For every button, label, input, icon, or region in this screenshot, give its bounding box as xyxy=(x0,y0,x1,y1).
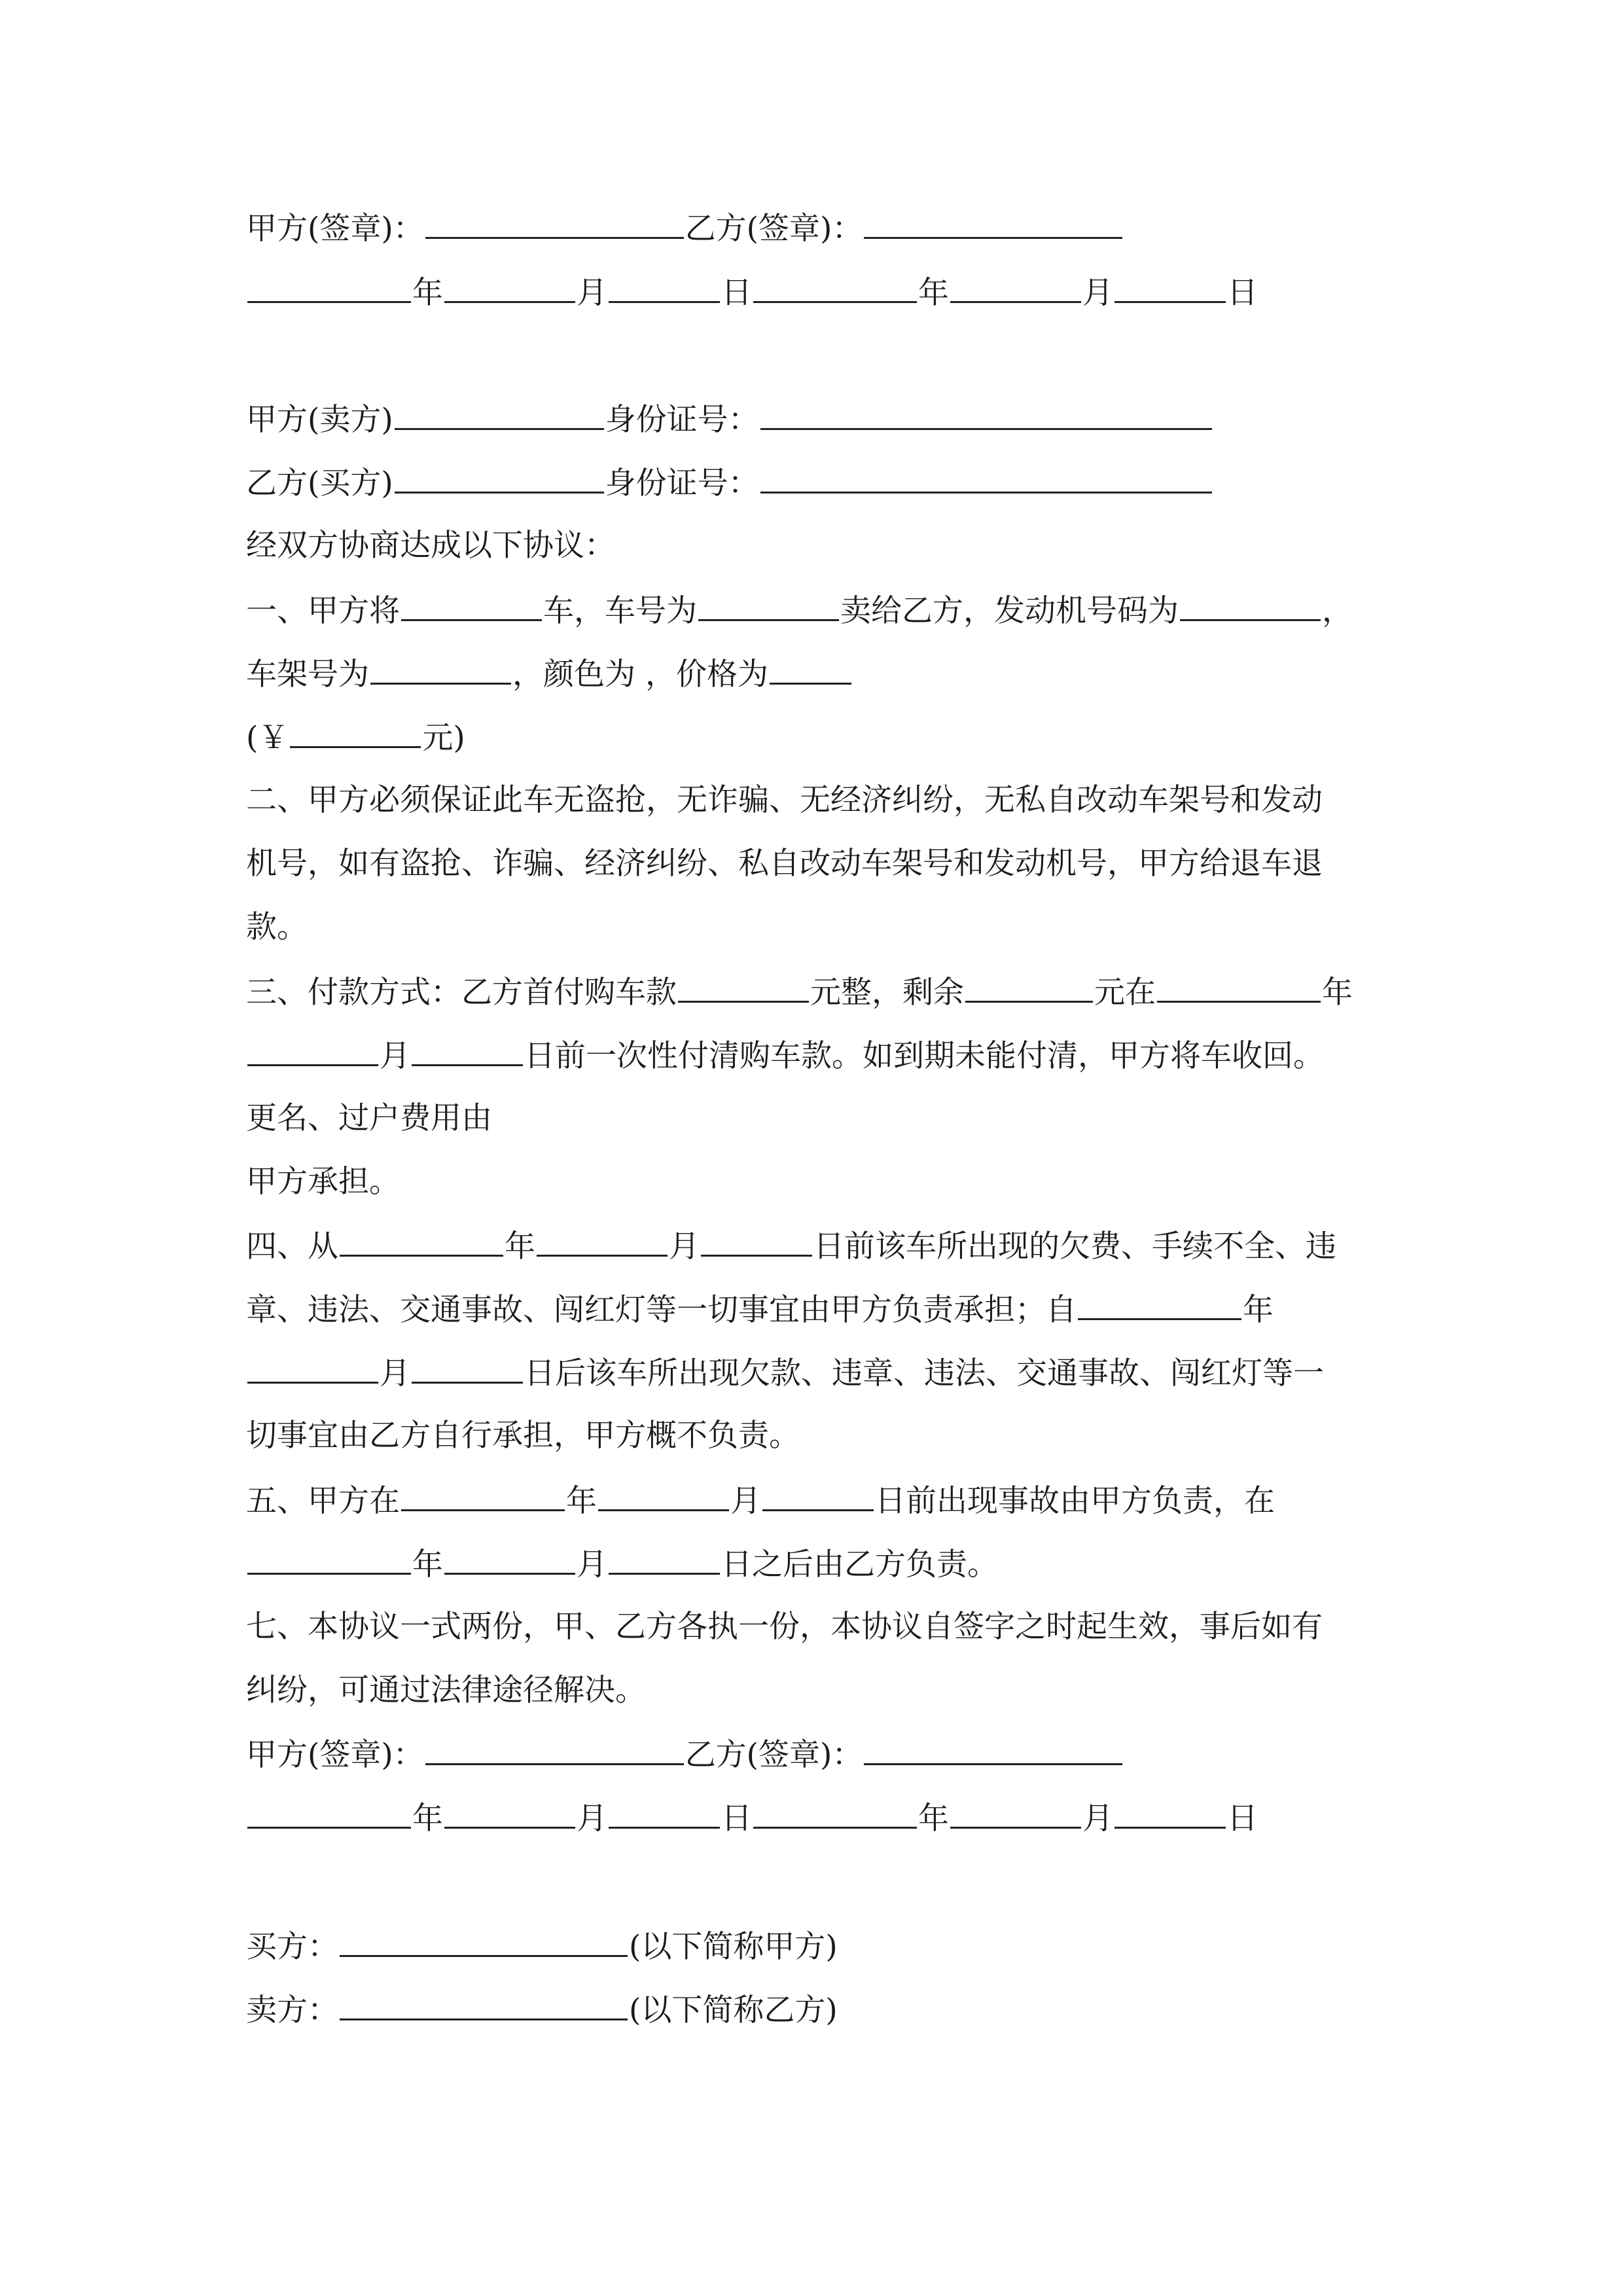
day-label: 日 xyxy=(721,1801,752,1837)
month-blank[interactable] xyxy=(444,1798,575,1829)
clause3-text: 三、付款方式：乙方首付购车款 xyxy=(246,975,677,1011)
clause5-line2 xyxy=(246,1544,1387,1583)
year-blank[interactable] xyxy=(753,272,917,303)
month-blank[interactable] xyxy=(537,1226,668,1257)
buyer-label: 乙方(买方) xyxy=(246,465,393,501)
clause4-text: 日后该车所出现欠款、违章、违法、交通事故、闯红灯等一 xyxy=(524,1355,1324,1391)
day-blank[interactable] xyxy=(609,272,720,303)
buyer-line xyxy=(246,463,1387,502)
day-blank[interactable] xyxy=(609,1544,720,1575)
intro-line: 经双方协商达成以下协议： xyxy=(246,528,615,564)
year-label: 年 xyxy=(566,1483,597,1519)
buyer-note: (以下简称甲方) xyxy=(629,1929,838,1965)
party-a-sign-blank[interactable] xyxy=(425,208,684,239)
party-a-sign-blank[interactable] xyxy=(425,1734,684,1765)
year-blank[interactable] xyxy=(401,1480,565,1511)
clause1-line3 xyxy=(246,717,1387,757)
month-label: 月 xyxy=(730,1483,761,1519)
year-label: 年 xyxy=(918,275,949,311)
clause1-text: 元) xyxy=(422,720,465,756)
clause1-text: 车，车号为 xyxy=(543,593,697,629)
month-blank[interactable] xyxy=(950,272,1081,303)
clause3-line4: 甲方承担。 xyxy=(246,1164,400,1200)
year-blank[interactable] xyxy=(247,1798,411,1829)
day-label: 日 xyxy=(1227,275,1258,311)
party-b-sign-blank[interactable] xyxy=(864,208,1122,239)
clause4-text: 日前该车所出现的欠费、手续不全、违 xyxy=(813,1229,1336,1265)
clause3-text: 日前一次性付清购车款。如到期未能付清，甲方将车收回。 xyxy=(524,1038,1324,1074)
day-blank[interactable] xyxy=(412,1035,523,1066)
party-a-sign-label: 甲方(签章)： xyxy=(246,1737,424,1773)
clause4-line3 xyxy=(246,1353,1387,1392)
id-label: 身份证号： xyxy=(605,402,759,438)
price-blank[interactable] xyxy=(770,654,851,685)
day-blank[interactable] xyxy=(701,1226,812,1257)
clause7-line2: 纠纷，可通过法律途径解决。 xyxy=(246,1672,646,1708)
car-type-blank[interactable] xyxy=(401,590,542,621)
clause1-text: 一、甲方将 xyxy=(246,593,400,629)
party-b-sign-blank[interactable] xyxy=(864,1734,1122,1765)
buyer-blank[interactable] xyxy=(340,1926,628,1957)
engine-number-blank[interactable] xyxy=(1180,590,1321,621)
plate-number-blank[interactable] xyxy=(698,590,839,621)
date-line-bottom xyxy=(246,1798,1387,1837)
month-blank[interactable] xyxy=(444,272,575,303)
seller-note: (以下简称乙方) xyxy=(629,1992,838,2028)
day-label: 日 xyxy=(721,275,752,311)
month-blank[interactable] xyxy=(247,1035,378,1066)
year-label: 年 xyxy=(412,1547,443,1583)
clause3-text: 元在 xyxy=(1094,975,1156,1011)
clause5-text: 五、甲方在 xyxy=(246,1483,400,1519)
day-label: 日 xyxy=(1227,1801,1258,1837)
clause5-text: 日前出现事故由甲方负责，在 xyxy=(875,1483,1275,1519)
clause4-line2 xyxy=(246,1289,1387,1329)
seller-label: 卖方： xyxy=(246,1992,338,2028)
year-label: 年 xyxy=(1243,1292,1274,1328)
seller-blank[interactable] xyxy=(340,1990,628,2020)
seller-label: 甲方(卖方) xyxy=(246,402,393,438)
price-amount-blank[interactable] xyxy=(290,717,421,748)
year-blank[interactable] xyxy=(753,1798,917,1829)
month-label: 月 xyxy=(577,1547,607,1583)
seller-name-blank[interactable] xyxy=(395,399,604,430)
year-blank[interactable] xyxy=(247,1544,411,1575)
year-blank[interactable] xyxy=(1157,972,1321,1003)
month-label: 月 xyxy=(669,1229,700,1265)
clause1-line1 xyxy=(246,590,1387,630)
day-blank[interactable] xyxy=(609,1798,720,1829)
clause3-line2 xyxy=(246,1035,1387,1075)
clause4-text: 四、从 xyxy=(246,1229,338,1265)
year-blank[interactable] xyxy=(1078,1289,1241,1320)
month-blank[interactable] xyxy=(444,1544,575,1575)
day-blank[interactable] xyxy=(762,1480,874,1511)
buyer-name-blank[interactable] xyxy=(395,463,604,493)
month-label: 月 xyxy=(577,275,607,311)
year-label: 年 xyxy=(505,1229,535,1265)
clause3-text: 元整，剩余 xyxy=(810,975,964,1011)
year-label: 年 xyxy=(412,275,443,311)
year-label: 年 xyxy=(1322,975,1353,1011)
year-label: 年 xyxy=(918,1801,949,1837)
clause1-text: (￥ xyxy=(246,720,289,756)
clause1-line2 xyxy=(246,654,1387,693)
remaining-blank[interactable] xyxy=(965,972,1093,1003)
month-label: 月 xyxy=(380,1355,410,1391)
year-label: 年 xyxy=(412,1801,443,1837)
clause2-line2: 机号，如有盗抢、诈骗、经济纠纷、私自改动车架号和发动机号，甲方给退车退 xyxy=(246,846,1323,882)
clause7-line1: 七、本协议一式两份，甲、乙方各执一份，本协议自签字之时起生效，事后如有 xyxy=(246,1609,1323,1645)
clause2-line1: 二、甲方必须保证此车无盗抢，无诈骗、无经济纠纷，无私自改动车架号和发动 xyxy=(246,782,1323,818)
seller-short-line xyxy=(246,1990,1387,2029)
clause1-text: 卖给乙方，发动机号码为 xyxy=(840,593,1179,629)
frame-number-blank[interactable] xyxy=(370,654,511,685)
day-blank[interactable] xyxy=(1115,1798,1226,1829)
clause2-line3: 款。 xyxy=(246,909,308,945)
signature-line-top xyxy=(246,208,1387,247)
month-label: 月 xyxy=(577,1801,607,1837)
buyer-label: 买方： xyxy=(246,1929,338,1965)
down-payment-blank[interactable] xyxy=(678,972,809,1003)
clause1-text: ，颜色为 ，价格为 xyxy=(512,656,768,692)
signature-line-bottom xyxy=(246,1734,1387,1774)
party-b-sign-label: 乙方(签章)： xyxy=(685,1737,863,1773)
clause4-line1 xyxy=(246,1226,1387,1265)
buyer-id-blank[interactable] xyxy=(760,463,1212,493)
month-label: 月 xyxy=(1082,275,1113,311)
seller-line xyxy=(246,399,1387,439)
day-blank[interactable] xyxy=(412,1353,523,1384)
date-line-top xyxy=(246,272,1387,312)
clause4-text: 章、违法、交通事故、闯红灯等一切事宜由甲方负责承担；自 xyxy=(246,1292,1077,1328)
clause3-line1 xyxy=(246,972,1387,1011)
clause4-line4: 切事宜由乙方自行承担，甲方概不负责。 xyxy=(246,1418,800,1454)
id-label: 身份证号： xyxy=(605,465,759,501)
month-label: 月 xyxy=(380,1038,410,1074)
month-blank[interactable] xyxy=(598,1480,729,1511)
day-blank[interactable] xyxy=(1115,272,1226,303)
clause1-text: 车架号为 xyxy=(246,656,369,692)
clause1-text: ， xyxy=(1322,593,1353,629)
buyer-short-line xyxy=(246,1926,1387,1965)
clause5-line1 xyxy=(246,1480,1387,1520)
clause3-line3: 更名、过户费用由 xyxy=(246,1100,492,1136)
party-b-sign-label: 乙方(签章)： xyxy=(685,211,863,247)
party-a-sign-label: 甲方(签章)： xyxy=(246,211,424,247)
month-blank[interactable] xyxy=(247,1353,378,1384)
month-label: 月 xyxy=(1082,1801,1113,1837)
month-blank[interactable] xyxy=(950,1798,1081,1829)
year-blank[interactable] xyxy=(247,272,411,303)
clause5-text: 日之后由乙方负责。 xyxy=(721,1547,998,1583)
seller-id-blank[interactable] xyxy=(760,399,1212,430)
year-blank[interactable] xyxy=(340,1226,503,1257)
